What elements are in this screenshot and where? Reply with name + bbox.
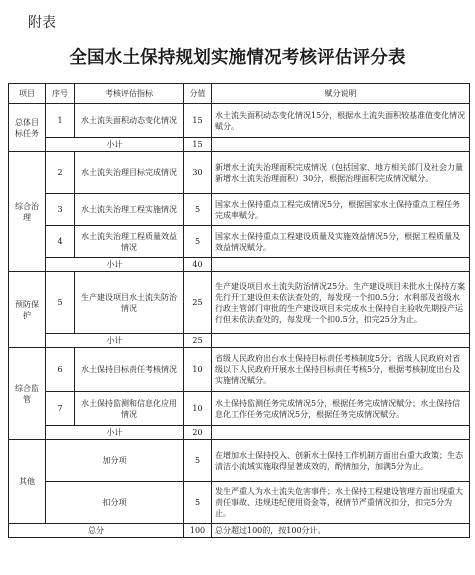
penalty-label: 扣分项 bbox=[46, 482, 184, 524]
header-indicator: 考核评估指标 bbox=[75, 84, 184, 104]
indicator-cell: 水土流失治理目标完成情况 bbox=[75, 152, 184, 194]
empty-cell bbox=[212, 426, 470, 440]
score-cell: 25 bbox=[184, 272, 212, 334]
indicator-cell: 水土流失面积动态变化情况 bbox=[75, 104, 184, 138]
indicator-cell: 水土流失治理工程质量效益情况 bbox=[75, 226, 184, 258]
table-row bbox=[9, 194, 470, 226]
scoring-table bbox=[8, 83, 470, 538]
project-cell: 综合治理 bbox=[9, 152, 46, 272]
explanation-cell: 国家水土保持重点工程完成情况5分，根据国家水土保持重点工程任务完成率赋分。 bbox=[212, 194, 470, 226]
subtotal-score: 15 bbox=[184, 138, 212, 152]
seq-cell: 5 bbox=[46, 272, 75, 334]
explanation-cell: 水土流失面积动态变化情况15分，根据水土流失面积较基准值变化情况赋分。 bbox=[212, 104, 470, 138]
table-row bbox=[9, 226, 470, 258]
seq-cell: 1 bbox=[46, 104, 75, 138]
page-title: 全国水土保持规划实施情况考核评估评分表 bbox=[69, 48, 406, 68]
table-row bbox=[9, 348, 470, 392]
seq-cell: 4 bbox=[46, 226, 75, 258]
table-header-row bbox=[9, 84, 470, 104]
subtotal-score: 25 bbox=[184, 334, 212, 348]
subtotal-score: 40 bbox=[184, 258, 212, 272]
total-label: 总分 bbox=[9, 524, 184, 538]
header-score: 分值 bbox=[184, 84, 212, 104]
project-cell: 预防保护 bbox=[9, 272, 46, 348]
table-row bbox=[9, 152, 470, 194]
project-cell: 综合监管 bbox=[9, 348, 46, 440]
seq-cell: 2 bbox=[46, 152, 75, 194]
explanation-cell: 省级人民政府出台水土保持目标责任考核制度5分；省级人民政府对省级以下人民政府开展水土保持目标责任考核5分，根据考核制度出台及实施情况赋分。 bbox=[212, 348, 470, 392]
score-cell: 30 bbox=[184, 152, 212, 194]
indicator-cell: 水土保持目标责任考核情况 bbox=[75, 348, 184, 392]
score-cell: 5 bbox=[184, 482, 212, 524]
score-cell: 5 bbox=[184, 226, 212, 258]
bonus-label: 加分项 bbox=[46, 440, 184, 482]
explanation-cell: 发生严重人为水土流失危害事件；水土保持工程建设管理方面出现重大责任事故、违规违纪使用资金等，视情节严重情况扣分，扣完5分为止。 bbox=[212, 482, 470, 524]
header-project: 项目 bbox=[9, 84, 46, 104]
seq-cell: 6 bbox=[46, 348, 75, 392]
table-row bbox=[9, 440, 470, 482]
project-cell: 其他 bbox=[9, 440, 46, 524]
total-score: 100 bbox=[184, 524, 212, 538]
score-cell: 10 bbox=[184, 392, 212, 426]
seq-cell: 3 bbox=[46, 194, 75, 226]
subtotal-label: 小计 bbox=[46, 334, 184, 348]
score-cell: 5 bbox=[184, 440, 212, 482]
subtotal-score: 20 bbox=[184, 426, 212, 440]
table-row bbox=[9, 482, 470, 524]
indicator-cell: 生产建设项目水土流失防治情况 bbox=[75, 272, 184, 334]
score-cell: 5 bbox=[184, 194, 212, 226]
explanation-cell: 水土保持监测任务完成情况5分，根据任务完成情况赋分；水土保持信息化工作任务完成情况5分，根据任务完成情况赋分。 bbox=[212, 392, 470, 426]
project-cell: 总体目标任务 bbox=[9, 104, 46, 152]
subtotal-label: 小计 bbox=[46, 258, 184, 272]
subtotal-label: 小计 bbox=[46, 138, 184, 152]
explanation-cell: 新增水土流失治理面积完成情况（包括国家、地方相关部门及社会力量新增水土流失治理面积）30分，根据治理面积完成情况赋分。 bbox=[212, 152, 470, 194]
appendix-label: 附表 bbox=[28, 15, 56, 31]
indicator-cell: 水土流失治理工程实施情况 bbox=[75, 194, 184, 226]
table-row bbox=[9, 272, 470, 334]
table-row bbox=[9, 392, 470, 426]
explanation-cell: 在增加水土保持投入、创新水土保持工作机制方面出台重大政策；生态清洁小流域实施取得显著成效的，酌情加分，加满5分为止。 bbox=[212, 440, 470, 482]
header-seq: 序号 bbox=[46, 84, 75, 104]
total-explanation: 总分超过100的，按100分计。 bbox=[212, 524, 470, 538]
subtotal-row bbox=[9, 334, 470, 348]
explanation-cell: 国家水土保持重点工程建设质量及实施效益情况5分，根据工程质量及效益情况赋分。 bbox=[212, 226, 470, 258]
explanation-cell: 生产建设项目水土流失防治情况25分。生产建设项目未批水土保持方案先行开工建设但未依法查处的，每发现一个扣0.5分；水利部及省级水行政主管部门审批的生产建设项目未完成水土保持自主验收先期投产运行但未依法查处的，每发现一个扣0.5分，扣完25分为止。 bbox=[212, 272, 470, 334]
subtotal-row bbox=[9, 258, 470, 272]
empty-cell bbox=[212, 138, 470, 152]
subtotal-row bbox=[9, 426, 470, 440]
indicator-cell: 水土保持监测和信息化应用情况 bbox=[75, 392, 184, 426]
seq-cell: 7 bbox=[46, 392, 75, 426]
subtotal-label: 小计 bbox=[46, 426, 184, 440]
score-cell: 15 bbox=[184, 104, 212, 138]
score-cell: 10 bbox=[184, 348, 212, 392]
header-explanation: 赋分说明 bbox=[212, 84, 470, 104]
empty-cell bbox=[212, 334, 470, 348]
table-row bbox=[9, 104, 470, 138]
empty-cell bbox=[212, 258, 470, 272]
subtotal-row bbox=[9, 138, 470, 152]
total-row bbox=[9, 524, 470, 538]
